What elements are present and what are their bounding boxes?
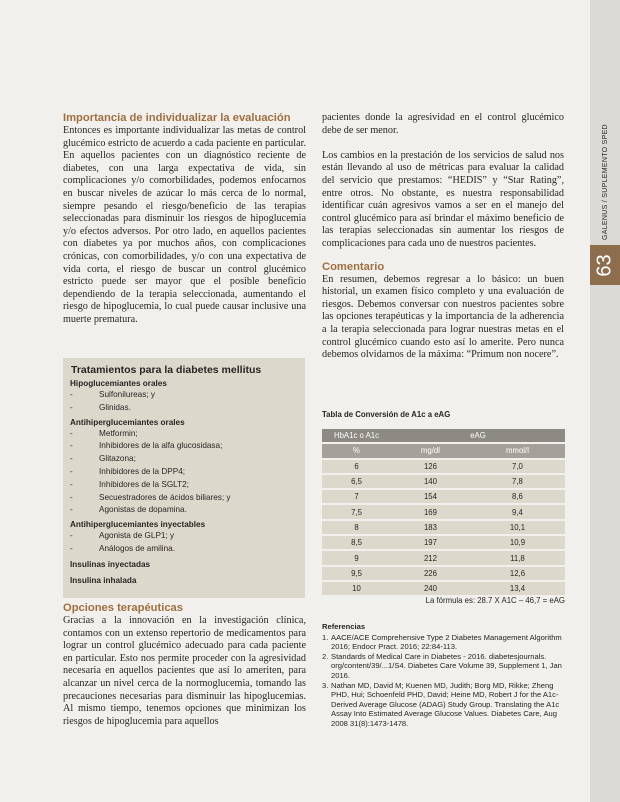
table-row xyxy=(322,550,565,565)
body-paragraph: Gracias a la innovación en la investigación clínica, contamos con un extenso repertorio de medicamentos para lograr un control glucémico adecuado para cada paciente en particular. Esto nos permite proceder con la agresividad necesaria en aquellos pacientes que así lo ameriten, para alcanzar un nivel cerca de la normoglucemia, tomando las precauciones necesarias para disminuir las hipoglucemias. Al mismo tiempo, tenemos opciones que minimizan los riesgos de hipoglucemia para aquellos xyxy=(63,615,306,727)
section-heading: Comentario xyxy=(322,260,385,273)
dash: - xyxy=(70,479,73,489)
list-item-label: Inhibidores de la SGLT2; xyxy=(99,479,189,489)
list-item-label: Agonista de GLP1; y xyxy=(99,531,175,541)
list-item xyxy=(63,543,305,556)
box-title: Tratamientos para la diabetes mellitus xyxy=(71,364,262,376)
dash: - xyxy=(70,543,73,553)
list-item xyxy=(63,492,305,505)
table-cell: 169 xyxy=(391,504,470,519)
list-item-label: Análogos de amilina. xyxy=(99,543,176,553)
list-item xyxy=(63,466,305,479)
table-cell: 10,9 xyxy=(470,535,565,550)
page-number-tab xyxy=(590,245,620,285)
list-item xyxy=(63,453,305,466)
references-heading: Referencias xyxy=(322,622,366,631)
dash: - xyxy=(70,531,73,541)
reference-number: 2. xyxy=(322,651,329,661)
list-item-label: Inhibidores de la alfa glucosidasa; xyxy=(99,441,223,451)
list-item-label: Glinidas. xyxy=(99,402,131,412)
table-row xyxy=(322,504,565,519)
table-row xyxy=(322,581,565,596)
list-item xyxy=(63,530,305,543)
list-item xyxy=(63,428,305,441)
dash: - xyxy=(70,505,73,515)
table-cell: 240 xyxy=(391,581,470,596)
reference-number: 3. xyxy=(322,680,329,690)
table-cell: 8,5 xyxy=(322,535,391,550)
list-item xyxy=(63,440,305,453)
table-cell: 7,8 xyxy=(470,474,565,489)
body-paragraph: Entonces es importante individualizar las metas de control glucémico estricto de acuerdo a cada paciente en particular. En aquellos pacientes con un diagnóstico reciente de diabetes, con una larga expectativa de vida, sin complicaciones y/o comorbilidades, podemos enfocarnos en buscar niveles de azúcar lo más cerca de lo normal, siempre pesando el riesgo/beneficio de las terapias seleccionadas para disminuir los riesgos de hipoglucemia y/o efectos adversos. Por otro lado, en aquellos pacientes con diabetes ya por muchos años, con complicaciones crónicas, con comorbilidades, y/o con una expectativa de vida corta, el riesgo de buscar un control glucémico estricto puede ser mayor que el posible beneficio dependiendo de la terapia seleccionada, aumentando el riesgo de hipoglucemia, lo cual puede causar inclusive una muerte prematura. xyxy=(63,125,306,325)
table-cell: 7,5 xyxy=(322,504,391,519)
section-opciones xyxy=(63,602,306,728)
table-row xyxy=(322,520,565,535)
list-item xyxy=(63,479,305,492)
table-cell: 212 xyxy=(391,550,470,565)
section-individualizar xyxy=(63,112,306,327)
group-heading: Hipoglucemiantes orales xyxy=(70,379,167,388)
dash: - xyxy=(70,428,73,438)
table-row xyxy=(322,535,565,550)
table-cell: 13,4 xyxy=(470,581,565,596)
reference-item xyxy=(322,633,565,652)
reference-item xyxy=(322,681,565,729)
formula-note: La fórmula es: 28.7 X A1C – 46,7 = eAG xyxy=(425,596,565,605)
treatments-box xyxy=(63,358,305,598)
reference-number: 1. xyxy=(322,632,329,642)
table-cell: 197 xyxy=(391,535,470,550)
list-item xyxy=(63,389,305,402)
group-heading: Insulinas inyectadas xyxy=(70,559,151,569)
table-row xyxy=(322,474,565,489)
table-cell: 9,4 xyxy=(470,504,565,519)
list-item xyxy=(63,504,305,517)
body-paragraph: pacientes donde la agresividad en el control glucémico debe de ser menor. xyxy=(322,112,564,136)
list-item xyxy=(63,402,305,415)
reference-text: AACE/ACE Comprehensive Type 2 Diabetes Management Algorithm 2016; Endocr Pract. 2016; 22:84-113. xyxy=(331,632,562,652)
column-header: eAG xyxy=(391,429,565,443)
list-item-label: Secuestradores de ácidos biliares; y xyxy=(99,492,231,502)
page-number: 63 xyxy=(593,254,616,277)
table-cell: 6,5 xyxy=(322,474,391,489)
reference-item xyxy=(322,652,565,681)
table-cell: 226 xyxy=(391,566,470,581)
body-paragraph: En resumen, debemos regresar a lo básico: un buen historial, un examen físico completo y una evaluación de riesgos. Debemos conversar con nuestros pacientes sobre las opciones terapéuticas y la importancia de la adherencia a la terapia seleccionada para lograr nuestras metas en el control glucémico cuando esto así lo amerite. Pero nunca debemos olvidarnos de la máxima: “Primum non nocere”. xyxy=(322,273,564,361)
column-header: mmol/l xyxy=(470,443,565,458)
table-cell: 9 xyxy=(322,550,391,565)
dash: - xyxy=(70,492,73,502)
section-right xyxy=(322,112,564,362)
dash: - xyxy=(70,390,73,399)
table-cell: 7 xyxy=(322,489,391,504)
dash: - xyxy=(70,466,73,476)
table-cell: 140 xyxy=(391,474,470,489)
list-item-label: Agonistas de dopamina. xyxy=(99,505,187,515)
table-cell: 12,6 xyxy=(470,566,565,581)
reference-text: Nathan MD, David M; Kuenen MD, Judith; Borg MD, Rikke; Zheng PHD, Hui; Schoenfeld PHD, David; Heine MD, Robert J for the A1c-Derived Average Glucose (ADAG) Study Group. Translating the A1c Assay Into Estimated Average Glucose Values. Diabetes Care, Aug 2008 31(8):1473-1478. xyxy=(331,680,560,728)
column-header: mg/dl xyxy=(391,443,470,458)
dash: - xyxy=(70,454,73,464)
list-item-label: Inhibidores de la DPP4; xyxy=(99,466,186,476)
table-cell: 8 xyxy=(322,520,391,535)
column-header: HbA1c o A1c xyxy=(322,429,391,443)
dash: - xyxy=(70,441,73,451)
list-item-label: Glitazona; xyxy=(99,454,136,464)
table-cell: 10,1 xyxy=(470,520,565,535)
table-row xyxy=(322,566,565,581)
reference-text: Standards of Medical Care in Diabetes - 2016. diabetesjournals. org/content/39/...1/S4. Diabetes Care Volume 39, Supplement 1, Jan 2016. xyxy=(331,651,562,680)
section-heading: Opciones terapéuticas xyxy=(63,602,183,614)
group-heading: Antihiperglucemiantes orales xyxy=(70,417,185,427)
table-row xyxy=(322,489,565,504)
list-item-label: Metformin; xyxy=(99,428,138,438)
table-cell: 9,5 xyxy=(322,566,391,581)
table-row xyxy=(322,459,565,474)
section-heading: Importancia de individualizar la evaluación xyxy=(63,112,291,124)
table-cell: 126 xyxy=(391,459,470,474)
dash: - xyxy=(70,402,73,412)
table-cell: 7,0 xyxy=(470,459,565,474)
table-cell: 183 xyxy=(391,520,470,535)
column-header: % xyxy=(322,443,391,458)
page-sidebar xyxy=(590,0,620,802)
group-heading: Insulina inhalada xyxy=(70,575,137,585)
table-cell: 6 xyxy=(322,459,391,474)
table-cell: 8,6 xyxy=(470,489,565,504)
table-cell: 10 xyxy=(322,581,391,596)
table-caption: Tabla de Conversión de A1c a eAG xyxy=(322,410,451,419)
conversion-table xyxy=(322,429,565,597)
table-cell: 154 xyxy=(391,489,470,504)
group-heading: Antihiperglucemiantes inyectables xyxy=(70,520,206,530)
body-paragraph: Los cambios en la prestación de los servicios de salud nos están llevando al uso de métricas para evaluar la calidad del servicio que prestamos: “HEDIS” y “Star Rating”, entre otros. No obstante, es nuestra responsabilidad identificar cuán agresivos vamos a ser en el manejo del control glucémico para así brindar el máximo beneficio de las terapias seleccionadas sin aumentar los riesgos de complicaciones para cada uno de nuestros pacientes. xyxy=(322,149,564,249)
references xyxy=(322,622,565,729)
table-cell: 11,8 xyxy=(470,550,565,565)
list-item-label: Sulfonilureas; y xyxy=(99,390,155,399)
running-title: GALENUS / SUPLEMENTO SPED xyxy=(602,124,609,240)
